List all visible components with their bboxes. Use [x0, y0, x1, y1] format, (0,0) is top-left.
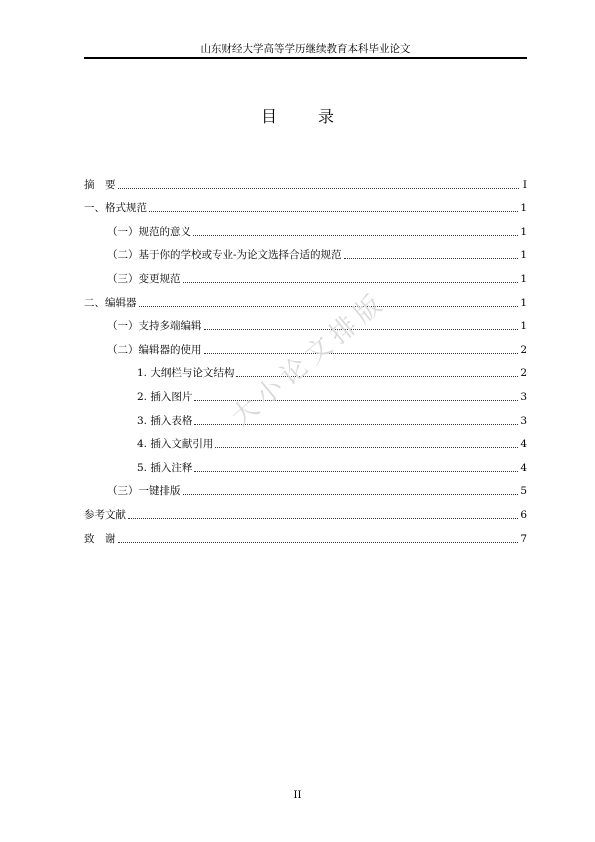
- dot-leader: [149, 211, 518, 212]
- toc-entry-label: （三）变更规范: [107, 272, 181, 285]
- dot-leader: [128, 518, 518, 519]
- toc-entry-page: 1: [520, 320, 527, 333]
- dot-leader: [194, 471, 518, 472]
- toc-entry-label: 4. 插入文献引用: [137, 438, 214, 451]
- toc-entry[interactable]: [84, 404, 527, 428]
- toc-entry[interactable]: [84, 310, 527, 334]
- toc-entry-label: 2. 插入图片: [137, 390, 193, 403]
- toc-entry-label: 3. 插入表格: [137, 414, 193, 427]
- toc-entry-page: 7: [520, 532, 527, 545]
- toc-title: 目 录: [260, 107, 353, 126]
- dot-leader: [215, 447, 518, 448]
- toc-entry[interactable]: [84, 451, 527, 475]
- toc-entry-page: 2: [520, 343, 527, 356]
- toc-entry-page: 2: [520, 367, 527, 380]
- toc-entry-page: 4: [520, 461, 527, 474]
- toc-entry[interactable]: [84, 192, 527, 216]
- toc-entry-label: 1. 大纲栏与论文结构: [137, 367, 235, 380]
- toc-entry-label: 一、格式规范: [84, 202, 147, 215]
- toc-entry-label: （一）支持多端编辑: [107, 320, 202, 333]
- toc-entry-page: 3: [520, 414, 527, 427]
- dot-leader: [183, 494, 519, 495]
- toc-entry[interactable]: [84, 380, 527, 404]
- toc-entry-page: 1: [520, 202, 527, 215]
- dot-leader: [183, 282, 519, 283]
- toc-entry-page: I: [522, 178, 527, 191]
- toc-entry-label: （二）编辑器的使用: [107, 343, 202, 356]
- dot-leader: [139, 306, 519, 307]
- toc-entry-label: 二、编辑器: [84, 296, 137, 309]
- toc-entry-page: 6: [520, 508, 527, 521]
- toc-entry-page: 1: [520, 272, 527, 285]
- toc-entry-page: 3: [520, 390, 527, 403]
- dot-leader: [204, 353, 519, 354]
- toc-entry[interactable]: [84, 215, 527, 239]
- toc-entry-label: （三）一键排版: [107, 485, 181, 498]
- toc-entry-label: （二）基于你的学校或专业-为论文选择合适的规范: [107, 249, 342, 262]
- header-rule: [84, 57, 527, 59]
- toc-entry-label: 参考文献: [84, 508, 126, 521]
- toc-entry-page: 1: [520, 296, 527, 309]
- toc-entry[interactable]: [84, 428, 527, 452]
- page-number: II: [293, 790, 302, 801]
- toc-entry-page: 1: [520, 249, 527, 262]
- watermark: 大小论文排版: [225, 286, 393, 433]
- dot-leader: [193, 235, 518, 236]
- toc-entry-label: 摘 要: [84, 178, 116, 191]
- toc-entry-page: 4: [520, 438, 527, 451]
- toc-entry[interactable]: [84, 168, 527, 192]
- toc-entry-page: 1: [520, 225, 527, 238]
- dot-leader: [118, 188, 520, 189]
- toc-entry-label: 致 谢: [84, 532, 116, 545]
- running-header: 山东财经大学高等学历继续教育本科毕业论文: [200, 43, 411, 55]
- toc-entry-label: 5. 插入注释: [137, 461, 193, 474]
- toc-entry[interactable]: [84, 262, 527, 286]
- toc-entry-page: 5: [520, 485, 527, 498]
- toc-entry-label: （一）规范的意义: [107, 225, 191, 238]
- dot-leader: [118, 542, 519, 543]
- toc-entry[interactable]: [84, 475, 527, 499]
- toc-entry[interactable]: [84, 286, 527, 310]
- toc-entry[interactable]: [84, 522, 527, 546]
- toc-entry[interactable]: [84, 498, 527, 522]
- dot-leader: [344, 258, 519, 259]
- toc-entry[interactable]: [84, 239, 527, 263]
